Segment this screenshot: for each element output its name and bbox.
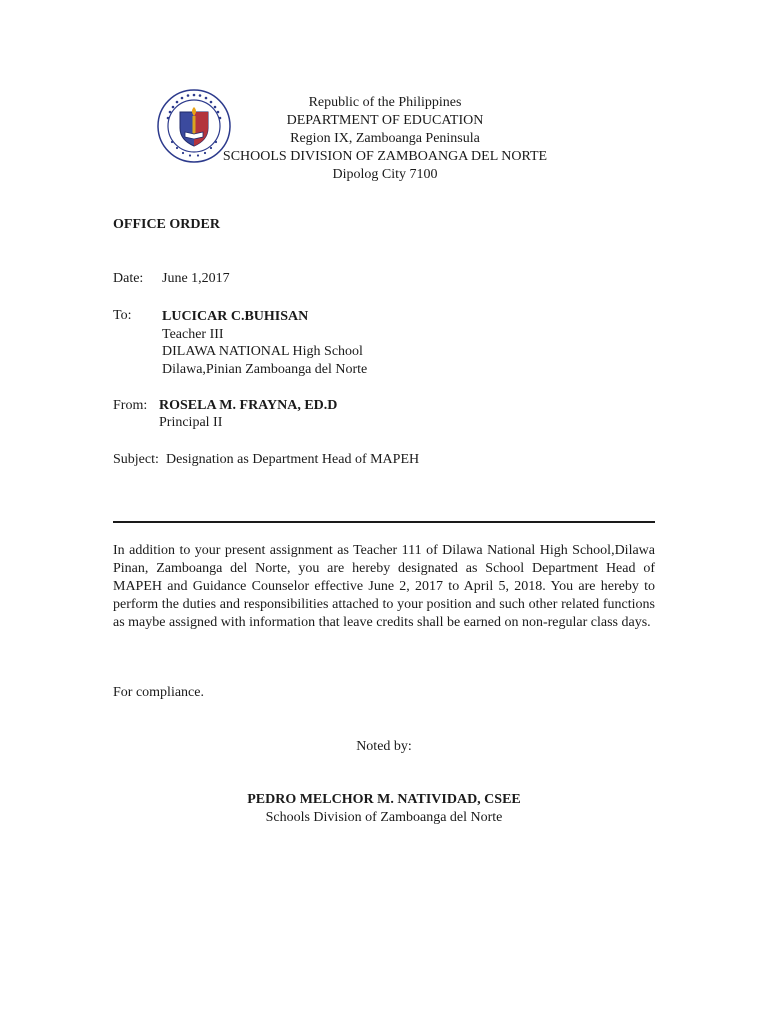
signatory-office: Schools Division of Zamboanga del Norte <box>265 810 503 825</box>
date-line <box>113 271 230 287</box>
subject-label: Subject: <box>113 452 159 467</box>
sender-name: ROSELA M. FRAYNA, ED.D <box>159 398 338 413</box>
divider-line <box>113 521 655 523</box>
signatory-name: PEDRO MELCHOR M. NATIVIDAD, CSEE <box>247 792 521 807</box>
subject-line <box>113 452 419 468</box>
recipient-school: DILAWA NATIONAL High School <box>162 344 363 360</box>
recipient-address: Dilawa,Pinian Zamboanga del Norte <box>162 362 368 378</box>
recipient-block <box>162 308 367 379</box>
recipient-position: Teacher III <box>162 326 224 342</box>
recipient-name: LUCICAR C.BUHISAN <box>162 309 309 324</box>
to-label: To: <box>113 308 132 323</box>
letterhead <box>180 94 590 184</box>
body-paragraph: In addition to your present assignment as Teacher 111 of Dilawa National High School,Dilawa Pinan, Zamboanga del Norte, you are hereby designated as School Department Head of MAPEH and Guidance Counselor effective June 2, 2017 to April 5, 2018. You are hereby to perform the duties and responsibilities attached to your position and such other related functions as maybe assigned with information that leave credits shall be earned on non-regular class days. <box>113 543 655 630</box>
sender-position: Principal II <box>159 415 223 430</box>
from-line <box>113 398 337 414</box>
subject-value: Designation as Department Head of MAPEH <box>166 452 420 467</box>
header-region: Region IX, Zamboanga Peninsula <box>290 131 480 146</box>
from-label: From: <box>113 398 148 413</box>
header-department: DEPARTMENT OF EDUCATION <box>286 113 484 128</box>
header-country: Republic of the Philippines <box>308 95 462 110</box>
header-city: Dipolog City 7100 <box>332 167 438 182</box>
document-title: OFFICE ORDER <box>113 217 220 232</box>
date-label: Date: <box>113 271 144 286</box>
to-line <box>113 308 162 324</box>
compliance-line: For compliance. <box>113 685 204 700</box>
noted-by-label: Noted by: <box>356 739 412 754</box>
header-division: SCHOOLS DIVISION OF ZAMBOANGA DEL NORTE <box>222 149 548 164</box>
date-value: June 1,2017 <box>162 271 230 286</box>
